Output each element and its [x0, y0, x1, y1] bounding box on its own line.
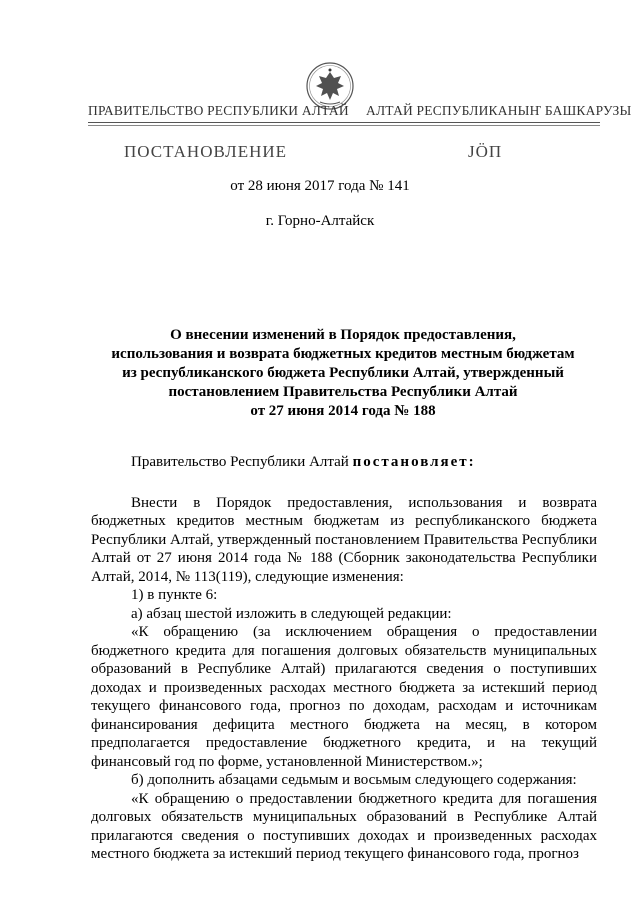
government-name-russian: ПРАВИТЕЛЬСТВО РЕСПУБЛИКИ АЛТАЙ	[88, 103, 349, 118]
document-body	[91, 453, 597, 864]
document-type-russian: ПОСТАНОВЛЕНИЕ	[124, 142, 288, 161]
header-rule-thin	[88, 125, 600, 126]
body-paragraph: «К обращению (за исключением обращения о предоставлении бюджетного кредита для погашения долговых обязательств муниципальных образований в Республике Алтай) прилагаются сведения о поступивших доходах и произведенных расходах местного бюджета за истекший период текущего финансового года, прогноз по доходам, расходам и источникам финансирования дефицита местного бюджета на месяц, в котором предполагается предоставление бюджетного кредита, и на текущий финансовый год по форме, установленной Министерством.»;	[91, 624, 597, 770]
title-line: от 27 июня 2014 года № 188	[250, 403, 436, 419]
government-name-altai: АЛТАЙ РЕСПУБЛИКАНЫҤ БАШКАРУЗЫ	[366, 103, 632, 118]
title-line: О внесении изменений в Порядок предоставления,	[170, 327, 516, 343]
body-paragraph: б) дополнить абзацами седьмым и восьмым следующего содержания:	[131, 772, 577, 788]
resolving-verb: постановляет:	[352, 454, 476, 470]
resolving-clause	[91, 453, 597, 472]
document-type-altai: JӦП	[468, 142, 503, 161]
title-line: из республиканского бюджета Республики Алтай, утвержденный	[122, 365, 564, 381]
body-paragraph: а) абзац шестой изложить в следующей редакции:	[131, 605, 452, 622]
resolving-subject: Правительство Республики Алтай	[131, 454, 353, 470]
document-date-number: от 28 июня 2017 года № 141	[230, 178, 410, 194]
document-title	[88, 326, 598, 421]
header-rule	[88, 122, 600, 123]
document-city: г. Горно-Алтайск	[265, 213, 375, 229]
title-line: постановлением Правительства Республики Алтай	[168, 384, 518, 400]
body-paragraph: Внести в Порядок предоставления, использования и возврата бюджетных кредитов местным бюджетам из республиканского бюджета Республики Алтай, утвержденный постановлением Правительства Республики Алтай от 27 июня 2014 года № 188 (Сборник законодательства Республики Алтай, 2014, № 113(119), следующие изменения:	[91, 494, 597, 585]
title-line: использования и возврата бюджетных кредитов местным бюджетам	[111, 346, 575, 362]
body-paragraph: 1) в пункте 6:	[131, 587, 218, 603]
body-paragraph: «К обращению о предоставлении бюджетного кредита для погашения долговых обязательств муниципальных образований в Республике Алтай прилагаются сведения о поступивших доходах и произведенных расходах местного бюджета за истекший период текущего финансового года, прогноз	[91, 790, 597, 862]
